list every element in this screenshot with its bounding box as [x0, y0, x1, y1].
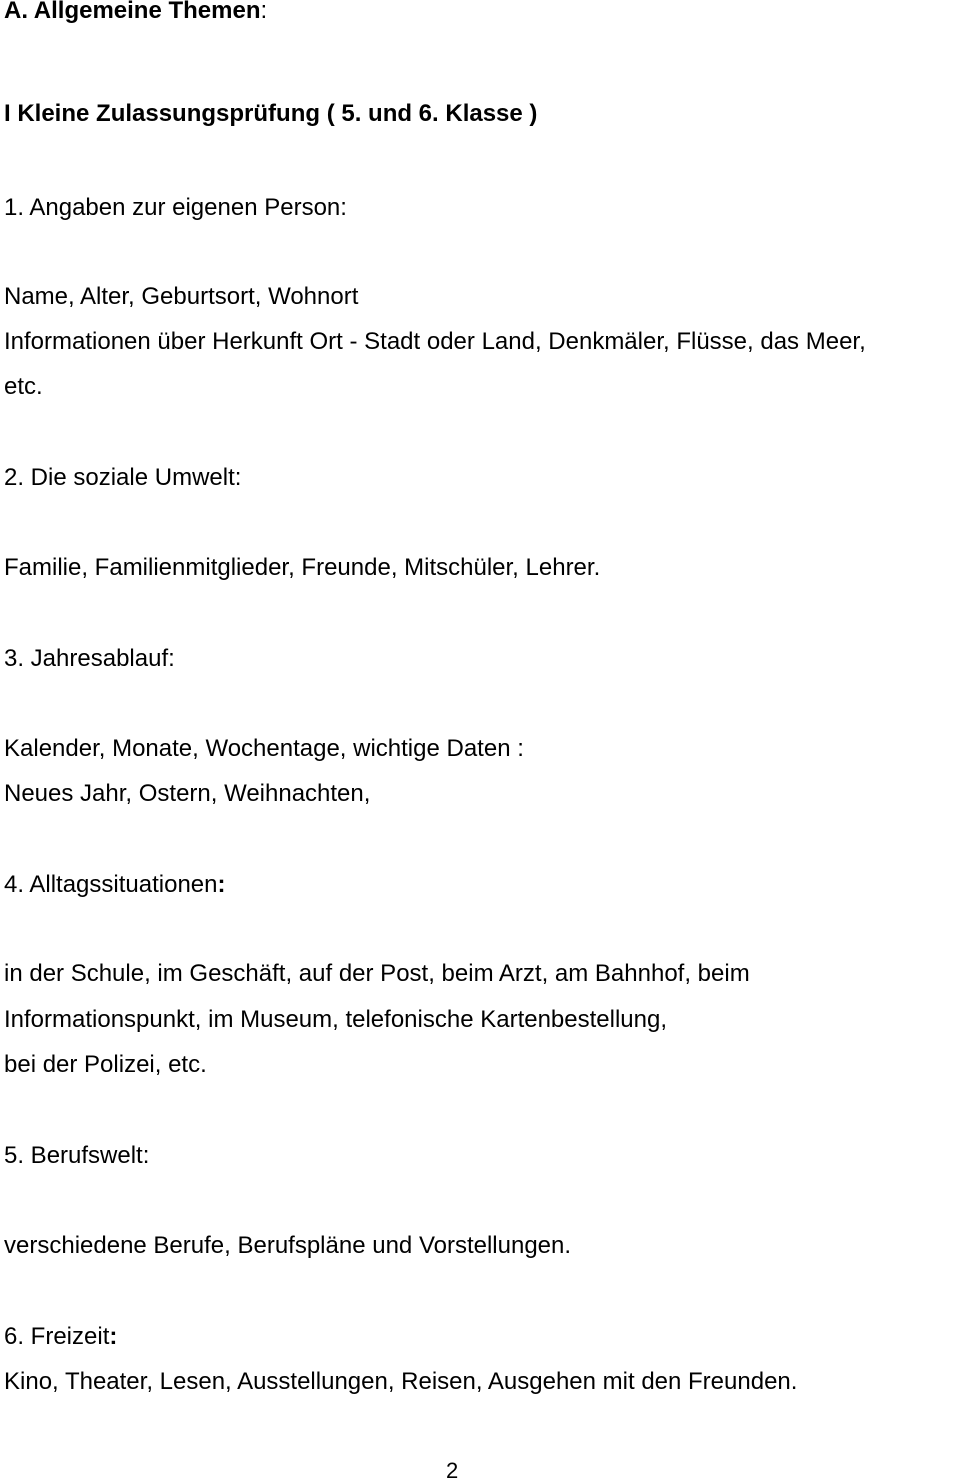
topic-5-title: 5. Berufswelt: — [4, 1142, 150, 1169]
topic-3-title: 3. Jahresablauf: — [4, 645, 175, 672]
section-heading-text: A. Allgemeine Themen — [4, 0, 261, 24]
subheading: I Kleine Zulassungsprüfung ( 5. und 6. Klasse ) — [4, 100, 538, 127]
topic-4-line-1: in der Schule, im Geschäft, auf der Post, beim Arzt, am Bahnhof, beim — [4, 960, 750, 987]
topic-1-line-3: etc. — [4, 373, 43, 400]
section-heading — [4, 0, 267, 26]
topic-2-title: 2. Die soziale Umwelt: — [4, 464, 242, 491]
topic-6-title — [4, 1322, 117, 1352]
topic-4-line-2: Informationspunkt, im Museum, telefonische Kartenbestellung, — [4, 1006, 668, 1033]
topic-1-title: 1. Angaben zur eigenen Person: — [4, 194, 347, 221]
page-number: 2 — [446, 1458, 459, 1483]
topic-6-title-colon: : — [109, 1323, 118, 1350]
topic-3-line-1: Kalender, Monate, Wochentage, wichtige Daten : — [4, 735, 524, 762]
topic-3-line-2: Neues Jahr, Ostern, Weihnachten, — [4, 780, 371, 807]
section-heading-colon: : — [260, 0, 268, 24]
topic-4-title-text: 4. Alltagssituationen — [4, 871, 218, 898]
topic-4-title-colon: : — [217, 871, 226, 898]
topic-4-line-3: bei der Polizei, etc. — [4, 1051, 207, 1078]
topic-6-line-1: Kino, Theater, Lesen, Ausstellungen, Reisen, Ausgehen mit den Freunden. — [4, 1368, 798, 1395]
topic-1-line-2: Informationen über Herkunft Ort - Stadt oder Land, Denkmäler, Flüsse, das Meer, — [4, 328, 866, 355]
topic-5-line-1: verschiedene Berufe, Berufspläne und Vorstellungen. — [4, 1232, 572, 1259]
topic-1-line-1: Name, Alter, Geburtsort, Wohnort — [4, 283, 359, 310]
topic-6-title-text: 6. Freizeit — [4, 1323, 110, 1350]
topic-2-line-1: Familie, Familienmitglieder, Freunde, Mitschüler, Lehrer. — [4, 554, 601, 581]
topic-4-title — [4, 870, 225, 900]
